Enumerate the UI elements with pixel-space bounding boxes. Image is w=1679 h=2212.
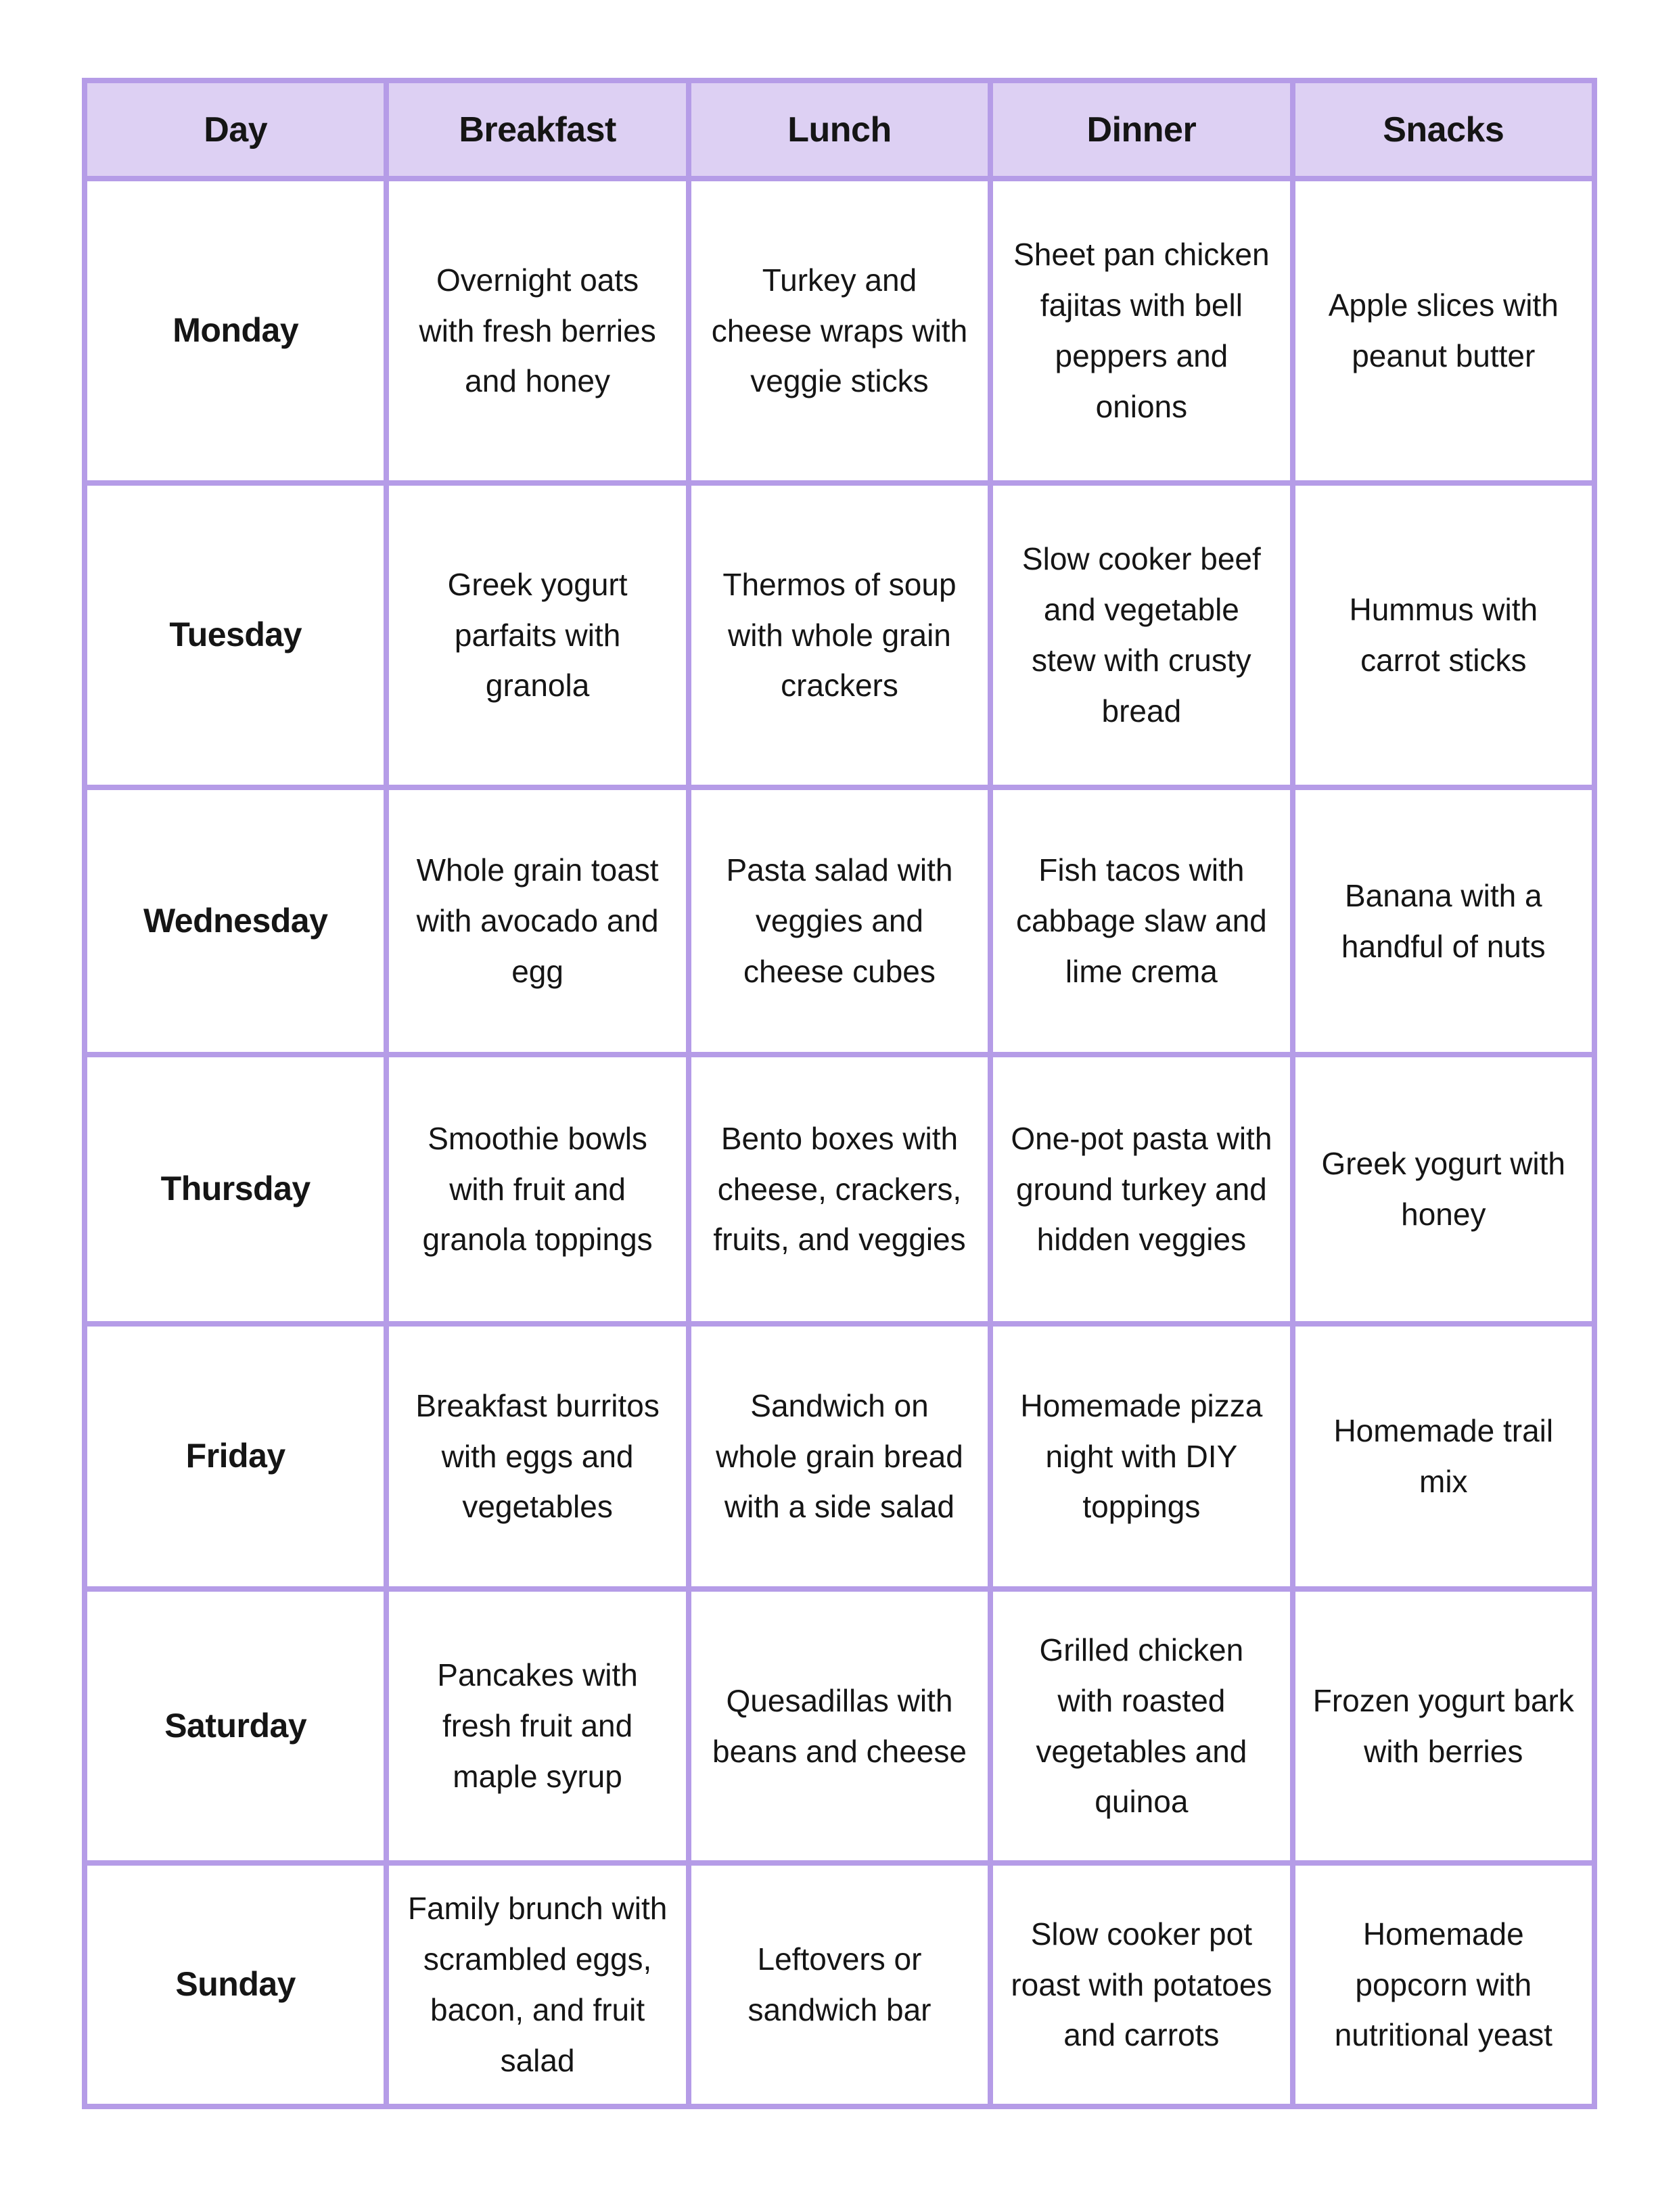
dinner-cell-sunday: Slow cooker pot roast with potatoes and carrots bbox=[990, 1863, 1292, 2106]
meal-plan-table bbox=[82, 78, 1597, 2109]
lunch-cell-thursday: Bento boxes with cheese, crackers, fruits, and veggies bbox=[689, 1055, 990, 1324]
dinner-cell-saturday: Grilled chicken with roasted vegetables and quinoa bbox=[990, 1589, 1292, 1863]
snacks-cell-thursday: Greek yogurt with honey bbox=[1293, 1055, 1594, 1324]
day-cell-monday: Monday bbox=[85, 179, 386, 483]
day-cell-saturday: Saturday bbox=[85, 1589, 386, 1863]
lunch-cell-wednesday: Pasta salad with veggies and cheese cubes bbox=[689, 787, 990, 1055]
table-row-friday bbox=[85, 1324, 1594, 1589]
dinner-cell-monday: Sheet pan chicken fajitas with bell peppers and onions bbox=[990, 179, 1292, 483]
breakfast-cell-sunday: Family brunch with scrambled eggs, bacon, and fruit salad bbox=[386, 1863, 688, 2106]
column-header-snacks: Snacks bbox=[1293, 80, 1594, 179]
column-header-day: Day bbox=[85, 80, 386, 179]
snacks-cell-wednesday: Banana with a handful of nuts bbox=[1293, 787, 1594, 1055]
table-row-monday bbox=[85, 179, 1594, 483]
lunch-cell-friday: Sandwich on whole grain bread with a side salad bbox=[689, 1324, 990, 1589]
day-cell-friday: Friday bbox=[85, 1324, 386, 1589]
table-row-sunday bbox=[85, 1863, 1594, 2106]
breakfast-cell-friday: Breakfast burritos with eggs and vegetables bbox=[386, 1324, 688, 1589]
lunch-cell-sunday: Leftovers or sandwich bar bbox=[689, 1863, 990, 2106]
snacks-cell-tuesday: Hummus with carrot sticks bbox=[1293, 483, 1594, 787]
breakfast-cell-tuesday: Greek yogurt parfaits with granola bbox=[386, 483, 688, 787]
snacks-cell-friday: Homemade trail mix bbox=[1293, 1324, 1594, 1589]
day-cell-wednesday: Wednesday bbox=[85, 787, 386, 1055]
day-cell-sunday: Sunday bbox=[85, 1863, 386, 2106]
snacks-cell-saturday: Frozen yogurt bark with berries bbox=[1293, 1589, 1594, 1863]
day-cell-tuesday: Tuesday bbox=[85, 483, 386, 787]
table-header bbox=[85, 80, 1594, 179]
table-row-saturday bbox=[85, 1589, 1594, 1863]
lunch-cell-saturday: Quesadillas with beans and cheese bbox=[689, 1589, 990, 1863]
table-row-thursday bbox=[85, 1055, 1594, 1324]
dinner-cell-friday: Homemade pizza night with DIY toppings bbox=[990, 1324, 1292, 1589]
table-row-wednesday bbox=[85, 787, 1594, 1055]
dinner-cell-thursday: One-pot pasta with ground turkey and hidden veggies bbox=[990, 1055, 1292, 1324]
breakfast-cell-saturday: Pancakes with fresh fruit and maple syrup bbox=[386, 1589, 688, 1863]
table-body bbox=[85, 179, 1594, 2106]
column-header-breakfast: Breakfast bbox=[386, 80, 688, 179]
table-row-tuesday bbox=[85, 483, 1594, 787]
day-cell-thursday: Thursday bbox=[85, 1055, 386, 1324]
snacks-cell-monday: Apple slices with peanut butter bbox=[1293, 179, 1594, 483]
breakfast-cell-monday: Overnight oats with fresh berries and honey bbox=[386, 179, 688, 483]
column-header-lunch: Lunch bbox=[689, 80, 990, 179]
snacks-cell-sunday: Homemade popcorn with nutritional yeast bbox=[1293, 1863, 1594, 2106]
dinner-cell-wednesday: Fish tacos with cabbage slaw and lime crema bbox=[990, 787, 1292, 1055]
lunch-cell-monday: Turkey and cheese wraps with veggie sticks bbox=[689, 179, 990, 483]
breakfast-cell-thursday: Smoothie bowls with fruit and granola toppings bbox=[386, 1055, 688, 1324]
dinner-cell-tuesday: Slow cooker beef and vegetable stew with crusty bread bbox=[990, 483, 1292, 787]
lunch-cell-tuesday: Thermos of soup with whole grain crackers bbox=[689, 483, 990, 787]
header-row bbox=[85, 80, 1594, 179]
breakfast-cell-wednesday: Whole grain toast with avocado and egg bbox=[386, 787, 688, 1055]
column-header-dinner: Dinner bbox=[990, 80, 1292, 179]
